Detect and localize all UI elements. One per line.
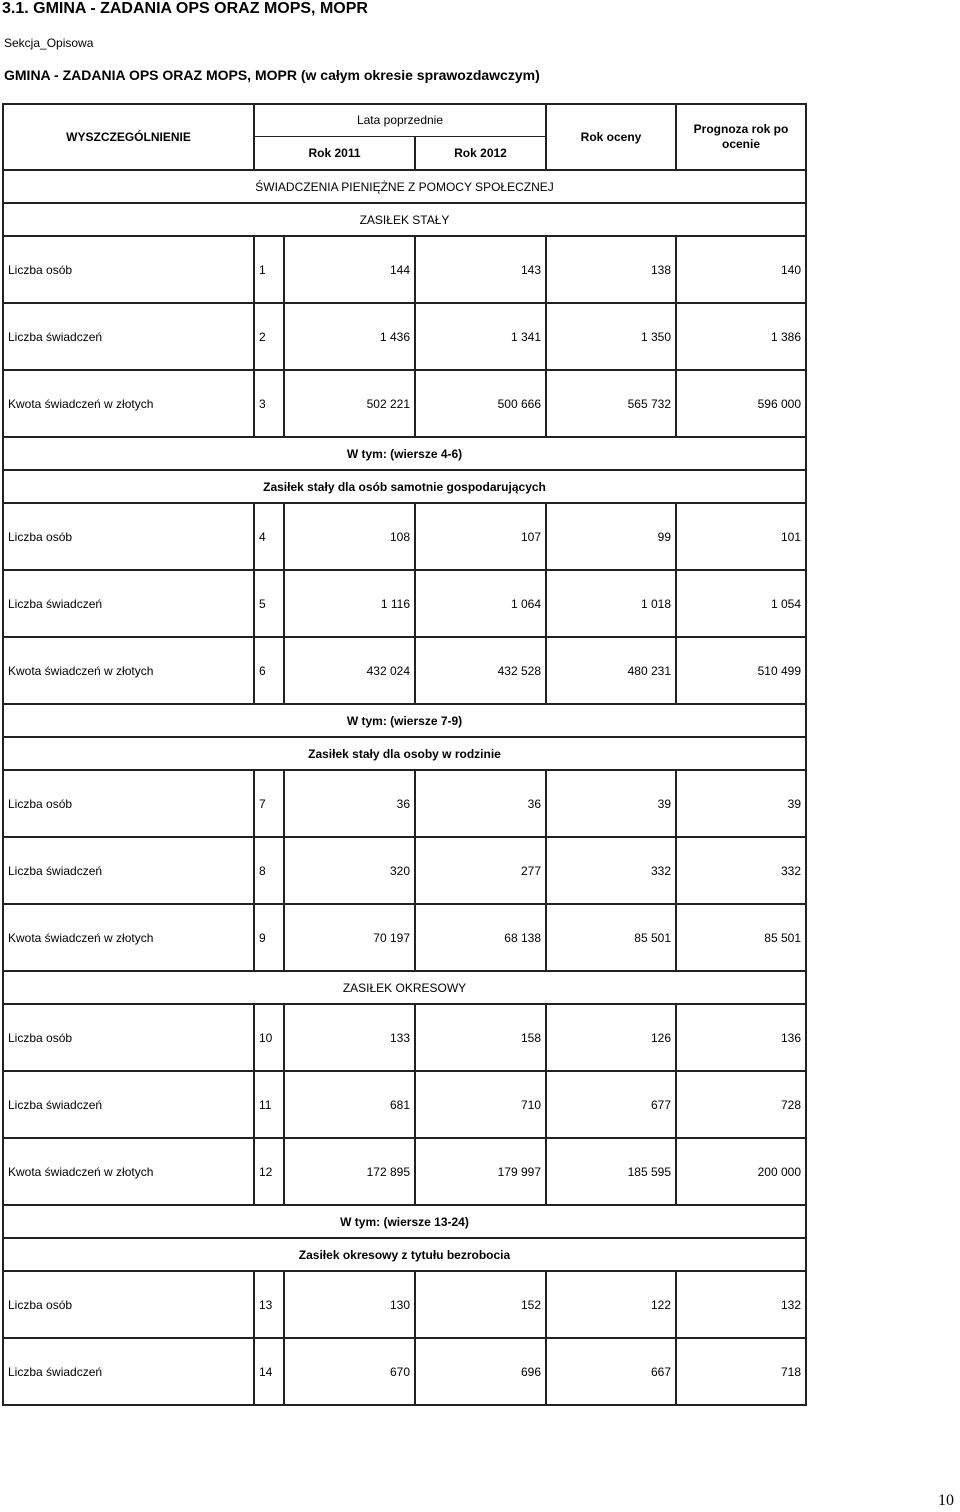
section-row: [3, 1238, 806, 1271]
value-current-year: 565 732: [546, 370, 676, 437]
value-forecast: 39: [676, 770, 806, 837]
row-number: 7: [254, 770, 284, 837]
section-title: ZASIŁEK STAŁY: [3, 203, 806, 236]
table-row: [3, 1271, 806, 1338]
value-current-year: 85 501: [546, 904, 676, 971]
value-current-year: 185 595: [546, 1138, 676, 1205]
value-forecast: 140: [676, 236, 806, 303]
value-current-year: 1 018: [546, 570, 676, 637]
section-title: W tym: (wiersze 13-24): [3, 1205, 806, 1238]
section-title: W tym: (wiersze 7-9): [3, 704, 806, 737]
header-group-previous-years: [254, 104, 546, 136]
value-2011: 681: [284, 1071, 415, 1138]
row-number: 2: [254, 303, 284, 370]
section-row: [3, 437, 806, 470]
section-label: Sekcja_Opisowa: [4, 36, 94, 50]
table-row: [3, 303, 806, 370]
table-row: [3, 503, 806, 570]
table-row: [3, 770, 806, 837]
table-row: [3, 637, 806, 704]
header-current-year: Rok oceny: [546, 104, 676, 170]
value-forecast: 136: [676, 1004, 806, 1071]
row-number: 5: [254, 570, 284, 637]
row-label: Kwota świadczeń w złotych: [3, 904, 254, 971]
value-2012: 1 064: [415, 570, 546, 637]
row-number: 1: [254, 236, 284, 303]
row-number: 10: [254, 1004, 284, 1071]
row-label: Liczba osób: [3, 503, 254, 570]
table-row: [3, 1138, 806, 1205]
section-row: [3, 170, 806, 203]
row-label: Liczba osób: [3, 1271, 254, 1338]
value-2011: 130: [284, 1271, 415, 1338]
section-row: [3, 704, 806, 737]
value-forecast: 132: [676, 1271, 806, 1338]
value-2012: 1 341: [415, 303, 546, 370]
value-2011: 144: [284, 236, 415, 303]
section-row: [3, 971, 806, 1004]
value-current-year: 138: [546, 236, 676, 303]
value-current-year: 677: [546, 1071, 676, 1138]
value-2011: 1 116: [284, 570, 415, 637]
header-forecast: Prognoza rok po ocenie: [676, 104, 806, 170]
row-number: 4: [254, 503, 284, 570]
section-title: ŚWIADCZENIA PIENIĘŻNE Z POMOCY SPOŁECZNEJ: [3, 170, 806, 203]
row-number: 9: [254, 904, 284, 971]
row-label: Liczba świadczeń: [3, 1338, 254, 1405]
row-label: Liczba świadczeń: [3, 570, 254, 637]
section-title: ZASIŁEK OKRESOWY: [3, 971, 806, 1004]
value-forecast: 101: [676, 503, 806, 570]
header-year-2012: Rok 2012: [415, 136, 546, 170]
value-2011: 172 895: [284, 1138, 415, 1205]
section-title: Zasiłek okresowy z tytułu bezrobocia: [3, 1238, 806, 1271]
value-forecast: 332: [676, 837, 806, 904]
table-row: [3, 837, 806, 904]
page-number: 10: [938, 1492, 954, 1509]
value-2011: 1 436: [284, 303, 415, 370]
value-2012: 277: [415, 837, 546, 904]
value-2012: 158: [415, 1004, 546, 1071]
row-label: Kwota świadczeń w złotych: [3, 370, 254, 437]
value-forecast: 510 499: [676, 637, 806, 704]
row-label: Liczba osób: [3, 236, 254, 303]
value-2011: 133: [284, 1004, 415, 1071]
section-row: [3, 1205, 806, 1238]
value-current-year: 480 231: [546, 637, 676, 704]
table-row: [3, 370, 806, 437]
row-label: Liczba osób: [3, 1004, 254, 1071]
value-forecast: 1 386: [676, 303, 806, 370]
row-label: Kwota świadczeń w złotych: [3, 637, 254, 704]
section-row: [3, 470, 806, 503]
value-2012: 107: [415, 503, 546, 570]
section-row: [3, 203, 806, 236]
value-current-year: 99: [546, 503, 676, 570]
section-row: [3, 737, 806, 770]
row-number: 6: [254, 637, 284, 704]
header-group-label: Lata poprzednie: [356, 113, 444, 128]
value-2012: 152: [415, 1271, 546, 1338]
report-table: [2, 103, 807, 1406]
value-forecast: 728: [676, 1071, 806, 1138]
table-row: [3, 1338, 806, 1405]
table-body: [3, 170, 806, 1405]
row-number: 14: [254, 1338, 284, 1405]
value-2012: 696: [415, 1338, 546, 1405]
value-forecast: 596 000: [676, 370, 806, 437]
value-forecast: 200 000: [676, 1138, 806, 1205]
row-label: Kwota świadczeń w złotych: [3, 1138, 254, 1205]
page-subtitle: GMINA - ZADANIA OPS ORAZ MOPS, MOPR (w całym okresie sprawozdawczym): [4, 67, 540, 83]
section-title: Zasiłek stały dla osób samotnie gospodarujących: [3, 470, 806, 503]
value-2012: 500 666: [415, 370, 546, 437]
page-heading: 3.1. GMINA - ZADANIA OPS ORAZ MOPS, MOPR: [2, 0, 368, 17]
table-row: [3, 1004, 806, 1071]
table-row: [3, 236, 806, 303]
row-number: 8: [254, 837, 284, 904]
header-wyszczegolnienie: WYSZCZEGÓLNIENIE: [3, 104, 254, 170]
section-title: W tym: (wiersze 4-6): [3, 437, 806, 470]
table-row: [3, 904, 806, 971]
value-current-year: 667: [546, 1338, 676, 1405]
row-number: 11: [254, 1071, 284, 1138]
value-forecast: 1 054: [676, 570, 806, 637]
value-2011: 502 221: [284, 370, 415, 437]
row-label: Liczba świadczeń: [3, 303, 254, 370]
row-label: Liczba świadczeń: [3, 1071, 254, 1138]
value-current-year: 126: [546, 1004, 676, 1071]
section-title: Zasiłek stały dla osoby w rodzinie: [3, 737, 806, 770]
value-2012: 432 528: [415, 637, 546, 704]
value-2011: 432 024: [284, 637, 415, 704]
row-number: 3: [254, 370, 284, 437]
value-2011: 670: [284, 1338, 415, 1405]
value-2012: 68 138: [415, 904, 546, 971]
value-current-year: 122: [546, 1271, 676, 1338]
value-2011: 320: [284, 837, 415, 904]
row-label: Liczba osób: [3, 770, 254, 837]
value-2011: 108: [284, 503, 415, 570]
row-label: Liczba świadczeń: [3, 837, 254, 904]
table-row: [3, 570, 806, 637]
table-row: [3, 1071, 806, 1138]
value-forecast: 85 501: [676, 904, 806, 971]
row-number: 12: [254, 1138, 284, 1205]
value-2011: 36: [284, 770, 415, 837]
value-current-year: 1 350: [546, 303, 676, 370]
row-number: 13: [254, 1271, 284, 1338]
value-2012: 179 997: [415, 1138, 546, 1205]
value-2012: 143: [415, 236, 546, 303]
value-2012: 36: [415, 770, 546, 837]
value-current-year: 39: [546, 770, 676, 837]
value-2011: 70 197: [284, 904, 415, 971]
header-year-2011: Rok 2011: [254, 136, 415, 170]
value-2012: 710: [415, 1071, 546, 1138]
value-current-year: 332: [546, 837, 676, 904]
value-forecast: 718: [676, 1338, 806, 1405]
